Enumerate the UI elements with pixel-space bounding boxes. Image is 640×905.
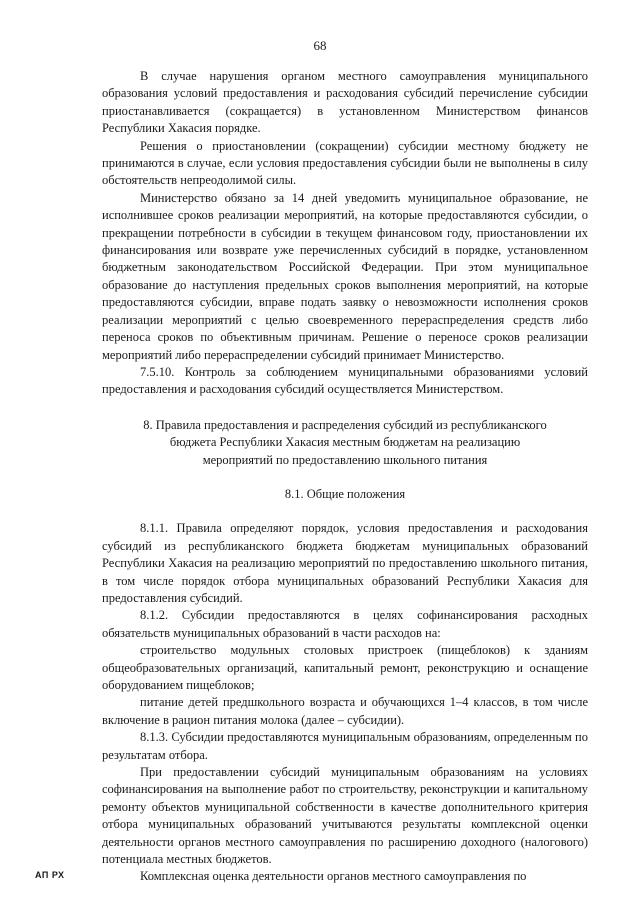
- document-body: [102, 68, 588, 886]
- paragraph: 8.1.2. Субсидии предоставляются в целях софинансирования расходных обязательств муниципальных образований в части расходов на:: [102, 608, 588, 640]
- paragraph: питание детей предшкольного возраста и обучающихся 1–4 классов, в том числе включение в рацион питания молока (далее – субсидии).: [102, 695, 588, 727]
- section-heading-line: мероприятий по предоставлению школьного питания: [202, 452, 488, 467]
- paragraph: В случае нарушения органом местного самоуправления муниципального образования условий предоставления и расходования субсидий перечисление субсидии приостанавливается (сокращается) в установленном Министерством финансов Республики Хакасия порядке.: [102, 69, 588, 136]
- paragraph: 8.1.1. Правила определяют порядок, условия предоставления и расходования субсидий из республиканского бюджета бюджетам муниципальных образований Республики Хакасия на реализацию мероприятий по предоставлению школьного питания, в том числе порядок отбора муниципальных образований Республики Хакасия для предоставления субсидий.: [102, 521, 588, 605]
- section-heading-line: 8. Правила предоставления и распределения субсидий из республиканского: [143, 417, 547, 432]
- paragraph: При предоставлении субсидий муниципальным образованиям на условиях софинансирования на выполнение работ по строительству, реконструкции и капитальному ремонту объектов муниципальной собственности в качестве дополнительного критерия отбора муниципальных образований учитываются результаты комплексной оценки деятельности органов местного самоуправления по расширению доходного (налогового) потенциала местных бюджетов.: [102, 765, 588, 867]
- subsection-heading: 8.1. Общие положения: [284, 486, 406, 501]
- paragraph: строительство модульных столовых пристроек (пищеблоков) к зданиям общеобразовательных организаций, капитальный ремонт, реконструкцию и оснащение оборудованием пищеблоков;: [102, 643, 588, 692]
- paragraph: Решения о приостановлении (сокращении) субсидии местному бюджету не принимаются в случае, если условия предоставления субсидии были не выполнены в силу обстоятельств непреодолимой силы.: [102, 138, 588, 188]
- paragraph: 7.5.10. Контроль за соблюдением муниципальными образованиями условий предоставления и расходования субсидий осуществляется Министерством.: [102, 364, 588, 397]
- paragraph: Комплексная оценка деятельности органов местного самоуправления по: [140, 869, 527, 884]
- footer-stamp: АП РХ: [35, 870, 65, 880]
- section-heading: [102, 417, 588, 469]
- section-heading-line: бюджета Республики Хакасия местным бюджетам на реализацию: [169, 435, 521, 450]
- paragraph: 8.1.3. Субсидии предоставляются муниципальным образованиям, определенным по результатам отбора.: [102, 730, 588, 762]
- page-number: 68: [313, 38, 327, 53]
- paragraph: Министерство обязано за 14 дней уведомить муниципальное образование, не исполнившее сроков реализации мероприятий, на которые предоставляются субсидии, о прекращении потребности в субсидии в текущем финансовом году, приостановлении их финансирования или возврате уже перечисленных субсидий в порядке, установленном бюджетным законодательством Российской Федерации. При этом муниципальное образование до наступления предельных сроков выполнения мероприятий, на которые предоставляются субсидии, вправе подать заявку о невозможности исполнения сроков реализации мероприятий с целью своевременного перераспределения средств либо переноса сроков по объективным причинам. Решение о переносе сроков реализации мероприятий либо перераспределении субсидий принимает Министерство.: [102, 190, 588, 362]
